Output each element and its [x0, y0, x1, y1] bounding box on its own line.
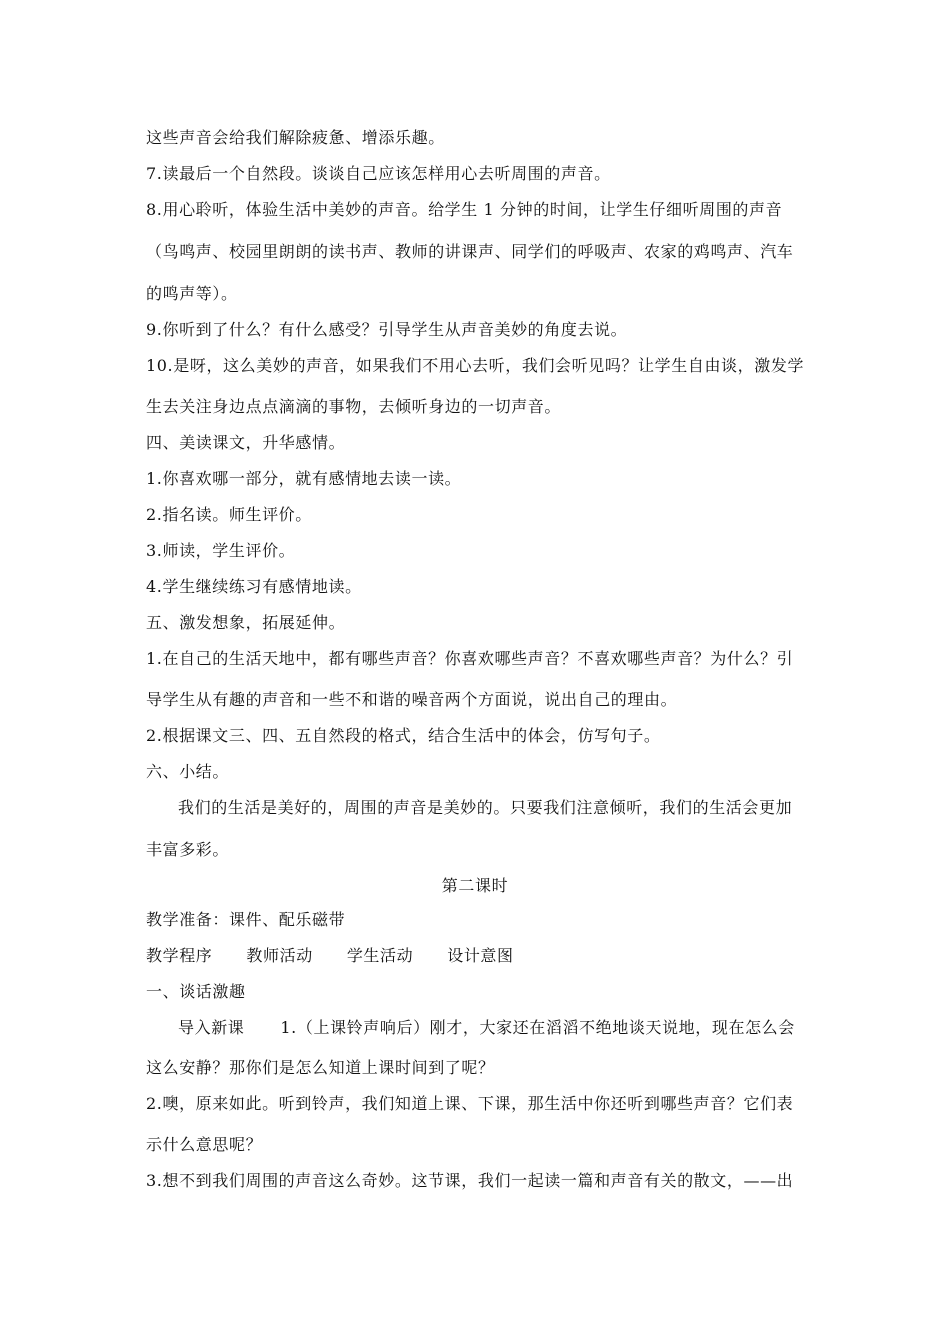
section-heading: 一、谈话激趣 — [146, 982, 246, 1001]
text-line: 3.想不到我们周围的声音这么奇妙。这节课，我们一起读一篇和声音有关的散文，——出 — [146, 1171, 794, 1190]
text-line: 8.用心聆听，体验生活中美妙的声音。给学生 1 分钟的时间，让学生仔细听周围的声音 — [146, 200, 783, 219]
text-line: 4.学生继续练习有感情地读。 — [146, 577, 362, 596]
text-line: 导学生从有趣的声音和一些不和谐的噪音两个方面说，说出自己的理由。 — [146, 690, 678, 709]
table-header-cell: 设计意图 — [447, 946, 514, 965]
section-heading: 六、小结。 — [146, 762, 230, 781]
text-line: 这些声音会给我们解除疲惫、增添乐趣。 — [146, 128, 445, 147]
text-line: 7.读最后一个自然段。谈谈自己应该怎样用心去听周围的声音。 — [146, 164, 611, 183]
text-line: 2.根据课文三、四、五自然段的格式，结合生活中的体会，仿写句子。 — [146, 726, 661, 745]
table-header-row — [146, 946, 806, 966]
text-line: 我们的生活是美好的，周围的声音是美妙的。只要我们注意倾听，我们的生活会更加 — [178, 798, 793, 817]
text-line: （鸟鸣声、校园里朗朗的读书声、教师的讲课声、同学们的呼吸声、农家的鸡鸣声、汽车 — [146, 242, 794, 261]
section-heading: 四、美读课文，升华感情。 — [146, 433, 346, 452]
section-heading: 五、激发想象，拓展延伸。 — [146, 613, 346, 632]
text-line: 示什么意思呢？ — [146, 1135, 263, 1154]
intro-row — [178, 1018, 808, 1038]
text-line: 丰富多彩。 — [146, 840, 230, 859]
text-line: 教学准备：课件、配乐磁带 — [146, 910, 346, 929]
text-line: 的鸣声等）。 — [146, 284, 238, 303]
intro-text: 1.（上课铃声响后）刚才，大家还在滔滔不绝地谈天说地，现在怎么会 — [280, 1018, 795, 1037]
table-header-cell: 教学程序 — [146, 946, 213, 965]
intro-label: 导入新课 — [178, 1018, 245, 1037]
text-line: 10.是呀，这么美妙的声音，如果我们不用心去听，我们会听见吗？让学生自由谈，激发学 — [146, 356, 805, 375]
text-line: 1.在自己的生活天地中，都有哪些声音？你喜欢哪些声音？不喜欢哪些声音？为什么？引 — [146, 649, 794, 668]
text-line: 2.噢，原来如此。听到铃声，我们知道上课、下课，那生活中你还听到哪些声音？它们表 — [146, 1094, 794, 1113]
text-line: 生去关注身边点点滴滴的事物，去倾听身边的一切声音。 — [146, 397, 562, 416]
table-header-cell: 教师活动 — [246, 946, 313, 965]
text-line: 1.你喜欢哪一部分，就有感情地去读一读。 — [146, 469, 462, 488]
text-line: 9.你听到了什么？有什么感受？引导学生从声音美妙的角度去说。 — [146, 320, 628, 339]
table-header-cell: 学生活动 — [346, 946, 414, 965]
text-line: 这么安静？那你们是怎么知道上课时间到了呢？ — [146, 1058, 495, 1077]
text-line: 2.指名读。师生评价。 — [146, 505, 312, 524]
section-title: 第二课时 — [441, 876, 509, 895]
text-line: 3.师读，学生评价。 — [146, 541, 296, 560]
